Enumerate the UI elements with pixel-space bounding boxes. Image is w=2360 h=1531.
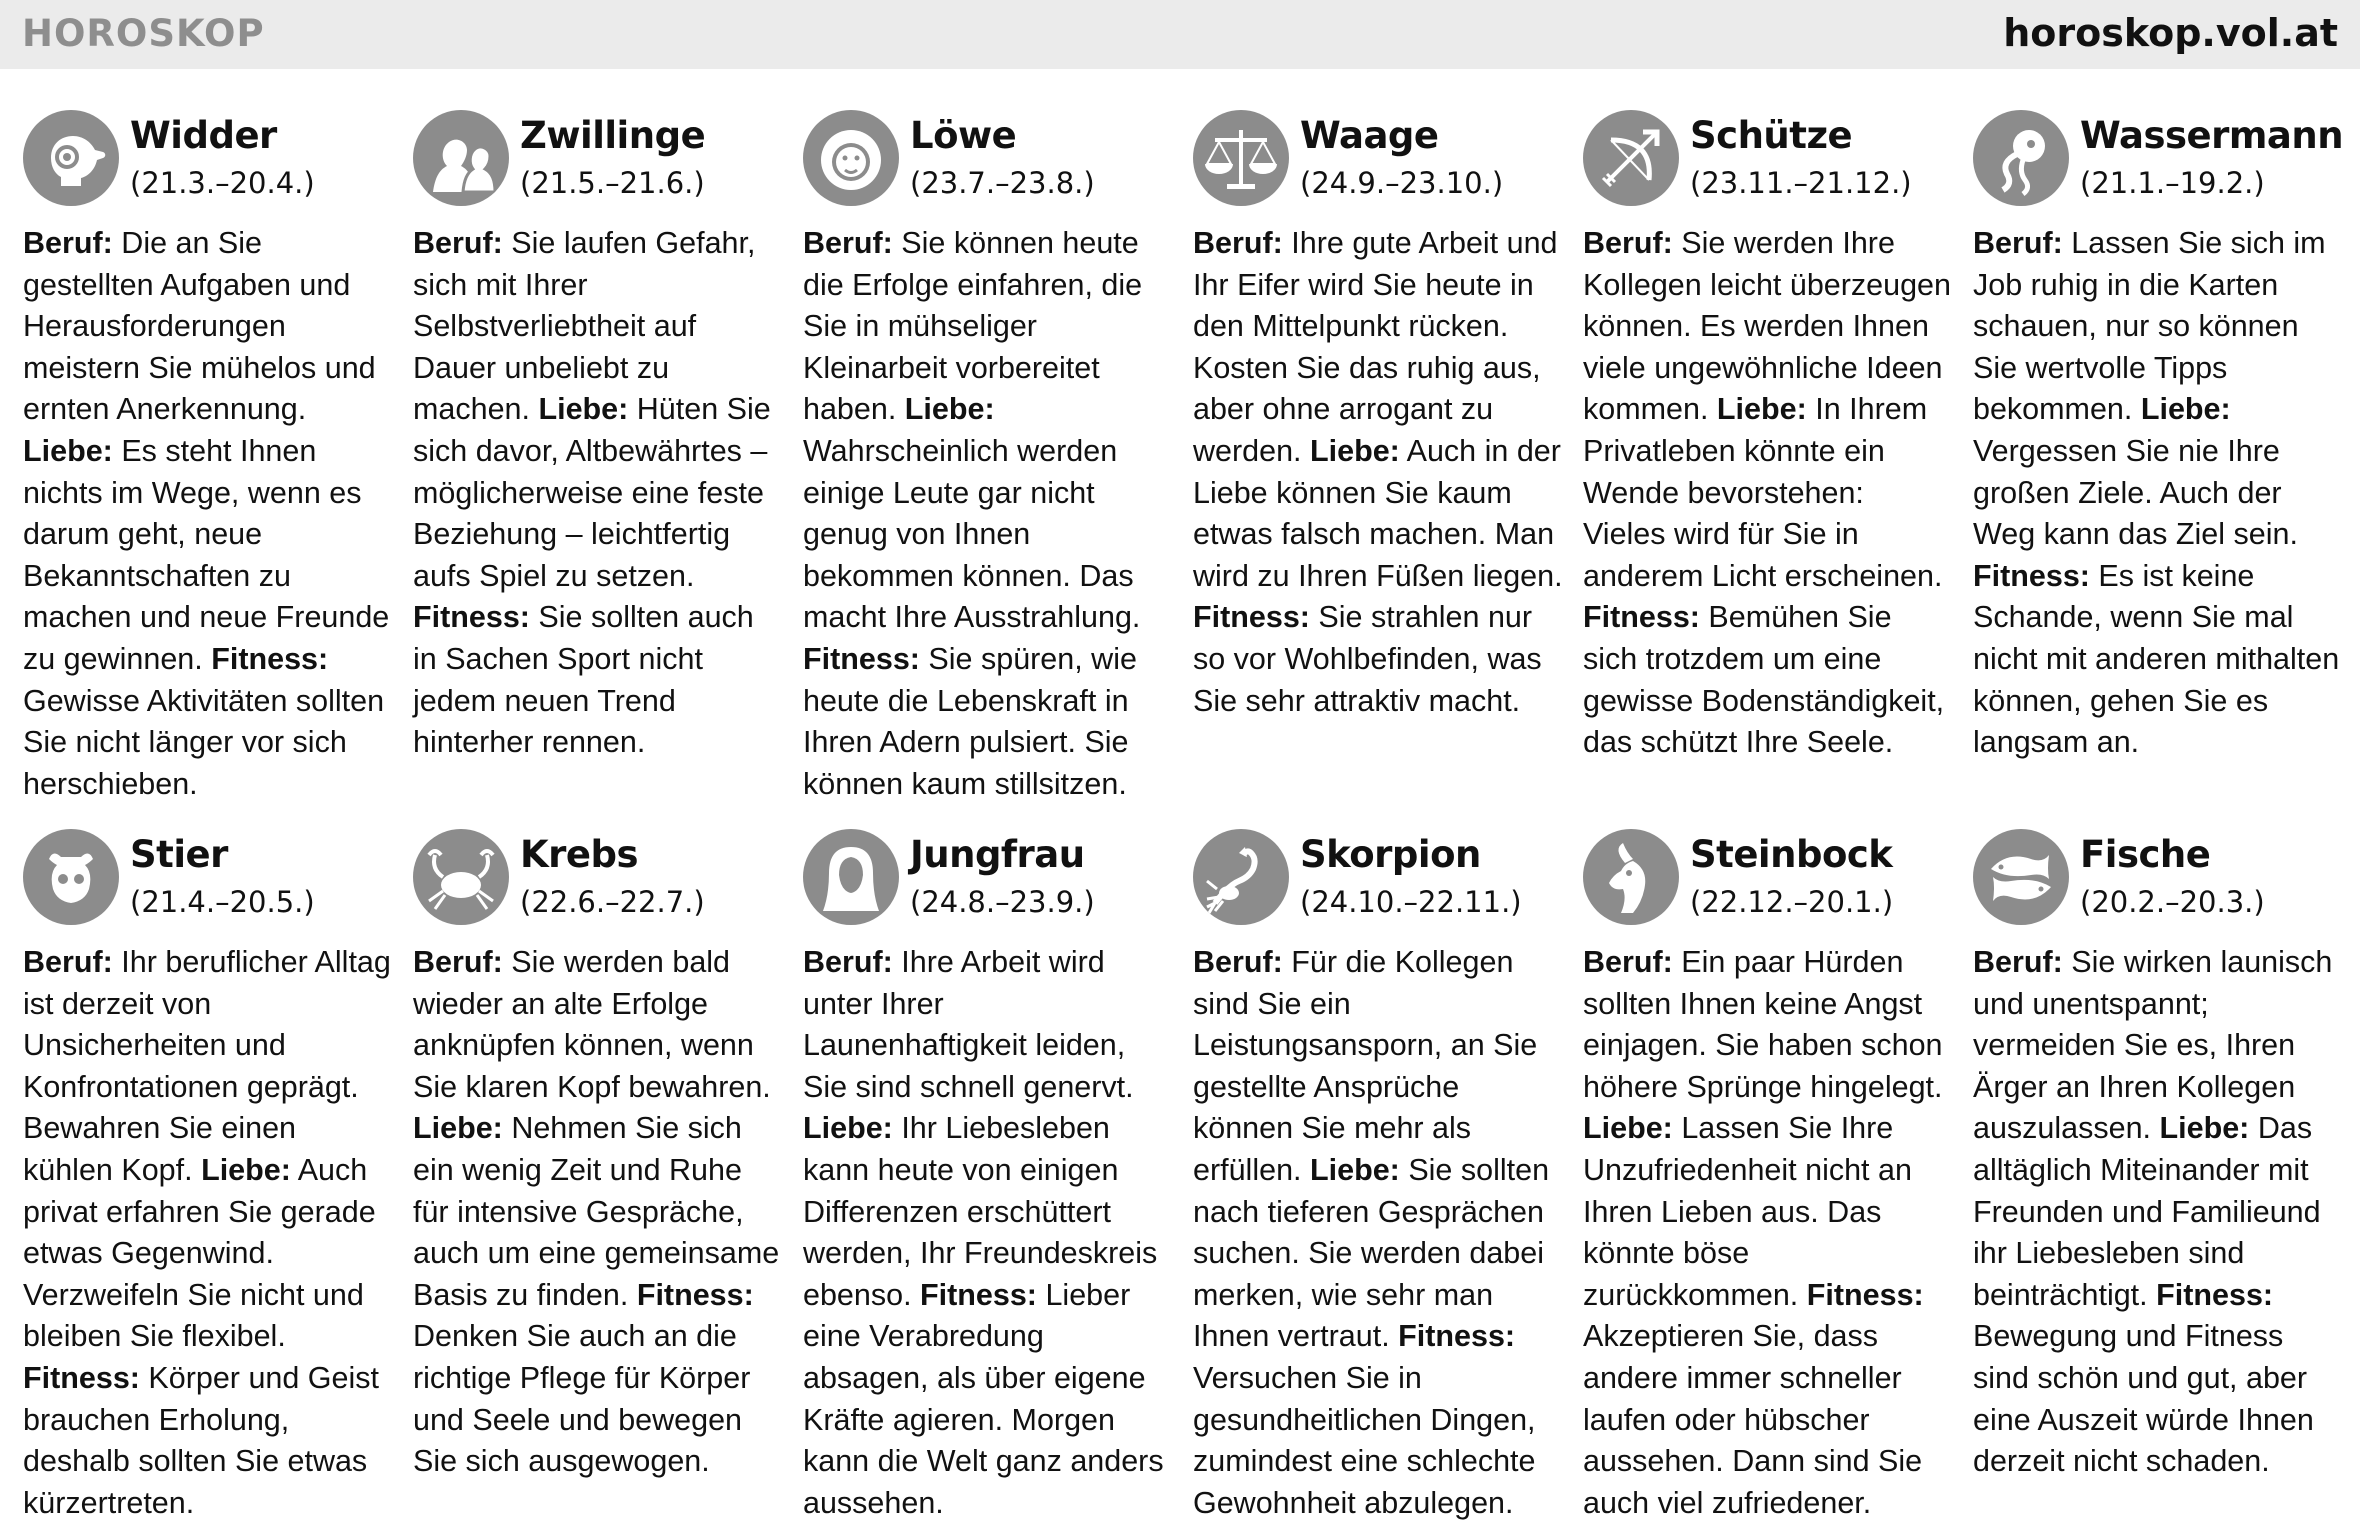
section-title: HOROSKOP [22, 12, 265, 55]
fitness-label: Fitness: [636, 1277, 754, 1312]
fitness-label: Fitness: [803, 641, 920, 676]
sign-name: Fische [2080, 833, 2211, 876]
sign-dates: (22.6.–22.7.) [520, 885, 705, 919]
beruf-label: Beruf: [803, 945, 893, 979]
liebe-text: Sie sollten nach tieferen Gesprächen suchen. Sie werden dabei merken, wie sehr man Ihnen vertraut. [1193, 1152, 1550, 1354]
liebe-label: Liebe: [1310, 1152, 1400, 1187]
sign-name: Steinbock [1690, 833, 1893, 876]
liebe-text: Nehmen Sie sich ein wenig Zeit und Ruhe für intensive Gespräche, auch um eine gemeinsame Basis zu finden. [413, 1111, 780, 1312]
liebe-label: Liebe: [904, 392, 995, 427]
fitness-text: Bemühen Sie sich trotzdem um eine gewisse Bodenständigkeit, das schützt Ihre Seele. [1583, 600, 1945, 760]
beruf-text: Für die Kollegen sind Sie ein Leistungsansporn, an Sie gestellte Ansprüche können Sie mehr als erfüllen. [1193, 945, 1538, 1187]
fitness-label: Fitness: [1973, 558, 2090, 593]
beruf-label: Beruf: [413, 226, 503, 260]
liebe-label: Liebe: [803, 1111, 893, 1146]
lion-icon [803, 110, 899, 206]
fitness-text: Gewisse Aktivitäten sollten Sie nicht länger vor sich herschieben. [23, 683, 385, 801]
fitness-text: Es ist keine Schande, wenn Sie mal nicht mit anderen mithalten können, gehen Sie es langsam an. [1973, 558, 2340, 760]
twins-icon [413, 110, 509, 206]
virgin-icon [803, 829, 899, 925]
liebe-label: Liebe: [23, 433, 113, 468]
sign-dates: (23.11.–21.12.) [1690, 166, 1912, 200]
fitness-text: Akzeptieren Sie, dass andere immer schneller laufen oder hübscher aussehen. Dann sind Sie auch viel zufriedener. [1583, 1319, 1923, 1520]
beruf-text: Sie werden bald wieder an alte Erfolge anknüpfen können, wenn Sie klaren Kopf bewahren. [413, 945, 771, 1104]
liebe-label: Liebe: [413, 1111, 503, 1146]
beruf-label: Beruf: [1583, 226, 1673, 260]
sign-name: Wassermann [2080, 114, 2344, 157]
scales-icon [1193, 110, 1289, 206]
horoscope-text [23, 223, 393, 805]
beruf-text: Ein paar Hürden sollten Ihnen keine Angst einjagen. Sie haben schon höhere Sprünge hingelegt. [1583, 945, 1943, 1104]
fitness-text: Versuchen Sie in gesundheitlichen Dingen, zumindest eine schlechte Gewohnheit abzulegen. [1193, 1360, 1536, 1520]
archer-icon [1583, 110, 1679, 206]
sign-dates: (21.3.–20.4.) [130, 166, 315, 200]
horoscope-text [1193, 942, 1563, 1524]
sign-dates: (20.2.–20.3.) [2080, 885, 2265, 919]
fitness-text: Sie sollten auch in Sachen Sport nicht jedem neuen Trend hinterher rennen. [413, 600, 754, 760]
horoscope-text [803, 223, 1173, 805]
sign-dates: (24.8.–23.9.) [910, 885, 1095, 919]
water-bearer-icon [1973, 110, 2069, 206]
scorpion-icon [1193, 829, 1289, 925]
beruf-label: Beruf: [1583, 945, 1673, 979]
liebe-text: Das alltäglich Miteinander mit Freunden und Familieund ihr Liebesleben sind beinträchtigt. [1973, 1111, 2321, 1312]
fitness-label: Fitness: [1193, 600, 1310, 635]
fitness-text: Sie strahlen nur so vor Wohlbefinden, was Sie sehr attraktiv macht. [1193, 600, 1542, 718]
liebe-label: Liebe: [538, 392, 629, 427]
fitness-text: Lieber eine Verabredung absagen, als über eigene Kräfte agieren. Morgen kann die Welt ganz anders aussehen. [803, 1277, 1164, 1520]
beruf-text: Sie laufen Gefahr, sich mit Ihrer Selbstverliebtheit auf Dauer unbeliebt zu machen. [413, 226, 756, 427]
beruf-label: Beruf: [1973, 226, 2063, 260]
sign-dates: (24.10.–22.11.) [1300, 885, 1522, 919]
fish-icon [1973, 829, 2069, 925]
sign-name: Zwillinge [520, 114, 706, 157]
horoscope-text [413, 223, 783, 764]
liebe-text: Es steht Ihnen nichts im Wege, wenn es darum geht, neue Bekanntschaften zu machen und neue Freunde zu gewinnen. [23, 433, 390, 676]
fitness-label: Fitness: [23, 1360, 140, 1395]
sign-name: Stier [130, 833, 228, 876]
liebe-label: Liebe: [1583, 1111, 1673, 1146]
liebe-text: Hüten Sie sich davor, Altbewährtes – möglicherweise eine feste Beziehung – leichtfertig aufs Spiel zu setzen. [413, 392, 771, 593]
beruf-label: Beruf: [1193, 226, 1283, 260]
liebe-text: Lassen Sie Ihre Unzufriedenheit nicht an Ihren Lieben aus. Das könnte böse zurückkommen. [1583, 1111, 1912, 1312]
sign-dates: (24.9.–23.10.) [1300, 166, 1504, 200]
sign-dates: (21.5.–21.6.) [520, 166, 705, 200]
fitness-label: Fitness: [1398, 1319, 1516, 1354]
horoscope-text [413, 942, 783, 1483]
fitness-text: Bewegung und Fitness sind schön und gut, aber eine Auszeit würde Ihnen derzeit nicht schaden. [1973, 1319, 2314, 1479]
site-link[interactable]: horoskop.vol.at [2003, 11, 2338, 55]
crab-icon [413, 829, 509, 925]
beruf-text: Ihre gute Arbeit und Ihr Eifer wird Sie heute in den Mittelpunkt rücken. Kosten Sie das ruhig aus, aber ohne arrogant zu werden. [1193, 226, 1558, 468]
liebe-text: Auch privat erfahren Sie gerade etwas Gegenwind. Verzweifeln Sie nicht und bleiben Sie flexibel. [23, 1152, 376, 1354]
fitness-text: Körper und Geist brauchen Erholung, deshalb sollten Sie etwas kürzertreten. [23, 1360, 379, 1520]
horoscope-text [1973, 942, 2343, 1483]
liebe-label: Liebe: [1310, 433, 1400, 468]
horoscope-text [23, 942, 393, 1524]
page-header [0, 0, 2360, 69]
beruf-text: Ihre Arbeit wird unter Ihrer Launenhaftigkeit leiden, Sie sind schnell genervt. [803, 945, 1134, 1104]
liebe-label: Liebe: [201, 1152, 291, 1187]
sign-dates: (21.1.–19.2.) [2080, 166, 2265, 200]
liebe-text: Auch in der Liebe können Sie kaum etwas falsch machen. Man wird zu Ihren Füßen liegen. [1193, 433, 1563, 593]
beruf-label: Beruf: [413, 945, 503, 979]
fitness-label: Fitness: [920, 1277, 1037, 1312]
liebe-text: Vergessen Sie nie Ihre großen Ziele. Auch der Weg kann das Ziel sein. [1973, 433, 2298, 552]
fitness-label: Fitness: [1583, 600, 1700, 635]
beruf-label: Beruf: [803, 226, 893, 260]
fitness-label: Fitness: [413, 600, 530, 635]
liebe-label: Liebe: [1716, 392, 1807, 427]
sign-dates: (23.7.–23.8.) [910, 166, 1095, 200]
horoscope-text [1583, 942, 1953, 1524]
sign-name: Krebs [520, 833, 639, 876]
horoscope-grid [23, 110, 2344, 1520]
horoscope-text [1973, 223, 2343, 764]
fitness-label: Fitness: [1806, 1277, 1924, 1312]
sign-name: Skorpion [1300, 833, 1481, 876]
beruf-label: Beruf: [1193, 945, 1283, 979]
horoscope-text [803, 942, 1173, 1524]
fitness-text: Denken Sie auch an die richtige Pflege für Körper und Seele und bewegen Sie sich ausgewogen. [413, 1319, 751, 1479]
horoscope-text [1193, 223, 1563, 722]
beruf-text: Die an Sie gestellten Aufgaben und Herausforderungen meistern Sie mühelos und ernten Anerkennung. [23, 226, 376, 427]
sign-dates: (22.12.–20.1.) [1690, 885, 1894, 919]
sign-name: Widder [130, 114, 277, 157]
sign-dates: (21.4.–20.5.) [130, 885, 315, 919]
beruf-text: Sie wirken launisch und unentspannt; vermeiden Sie es, Ihren Ärger an Ihren Kollegen auszulassen. [1973, 945, 2333, 1146]
ram-icon [23, 110, 119, 206]
beruf-text: Sie können heute die Erfolge einfahren, die Sie in mühseliger Kleinarbeit vorbereitet haben. [803, 226, 1143, 427]
ibex-icon [1583, 829, 1679, 925]
fitness-label: Fitness: [211, 641, 329, 676]
sign-name: Löwe [910, 114, 1017, 157]
beruf-label: Beruf: [1973, 945, 2063, 979]
horoscope-text [1583, 223, 1953, 764]
sign-name: Waage [1300, 114, 1439, 157]
beruf-label: Beruf: [23, 945, 113, 979]
liebe-text: Ihr Liebesleben kann heute von einigen Differenzen erschüttert werden, Ihr Freundeskreis ebenso. [803, 1111, 1158, 1312]
fitness-label: Fitness: [2156, 1277, 2274, 1312]
sign-name: Schütze [1690, 114, 1853, 157]
sign-name: Jungfrau [910, 833, 1085, 876]
beruf-label: Beruf: [23, 226, 113, 260]
bull-icon [23, 829, 119, 925]
liebe-text: In Ihrem Privatleben könnte ein Wende bevorstehen: Vieles wird für Sie in anderem Licht erscheinen. [1583, 392, 1943, 593]
beruf-text: Sie werden Ihre Kollegen leicht überzeugen können. Es werden Ihnen viele ungewöhnliche Ideen kommen. [1583, 226, 1951, 427]
liebe-text: Wahrscheinlich werden einige Leute gar nicht genug von Ihnen bekommen können. Das macht Ihre Ausstrahlung. [803, 433, 1141, 635]
liebe-label: Liebe: [2140, 392, 2231, 427]
fitness-text: Sie spüren, wie heute die Lebenskraft in Ihren Adern pulsiert. Sie können kaum stillsitzen. [803, 641, 1137, 801]
liebe-label: Liebe: [2159, 1111, 2250, 1146]
beruf-text: Lassen Sie sich im Job ruhig in die Karten schauen, nur so können Sie wertvolle Tipps bekommen. [1973, 226, 2326, 427]
beruf-text: Ihr beruflicher Alltag ist derzeit von Unsicherheiten und Konfrontationen geprägt. Bewahren Sie einen kühlen Kopf. [23, 945, 391, 1187]
